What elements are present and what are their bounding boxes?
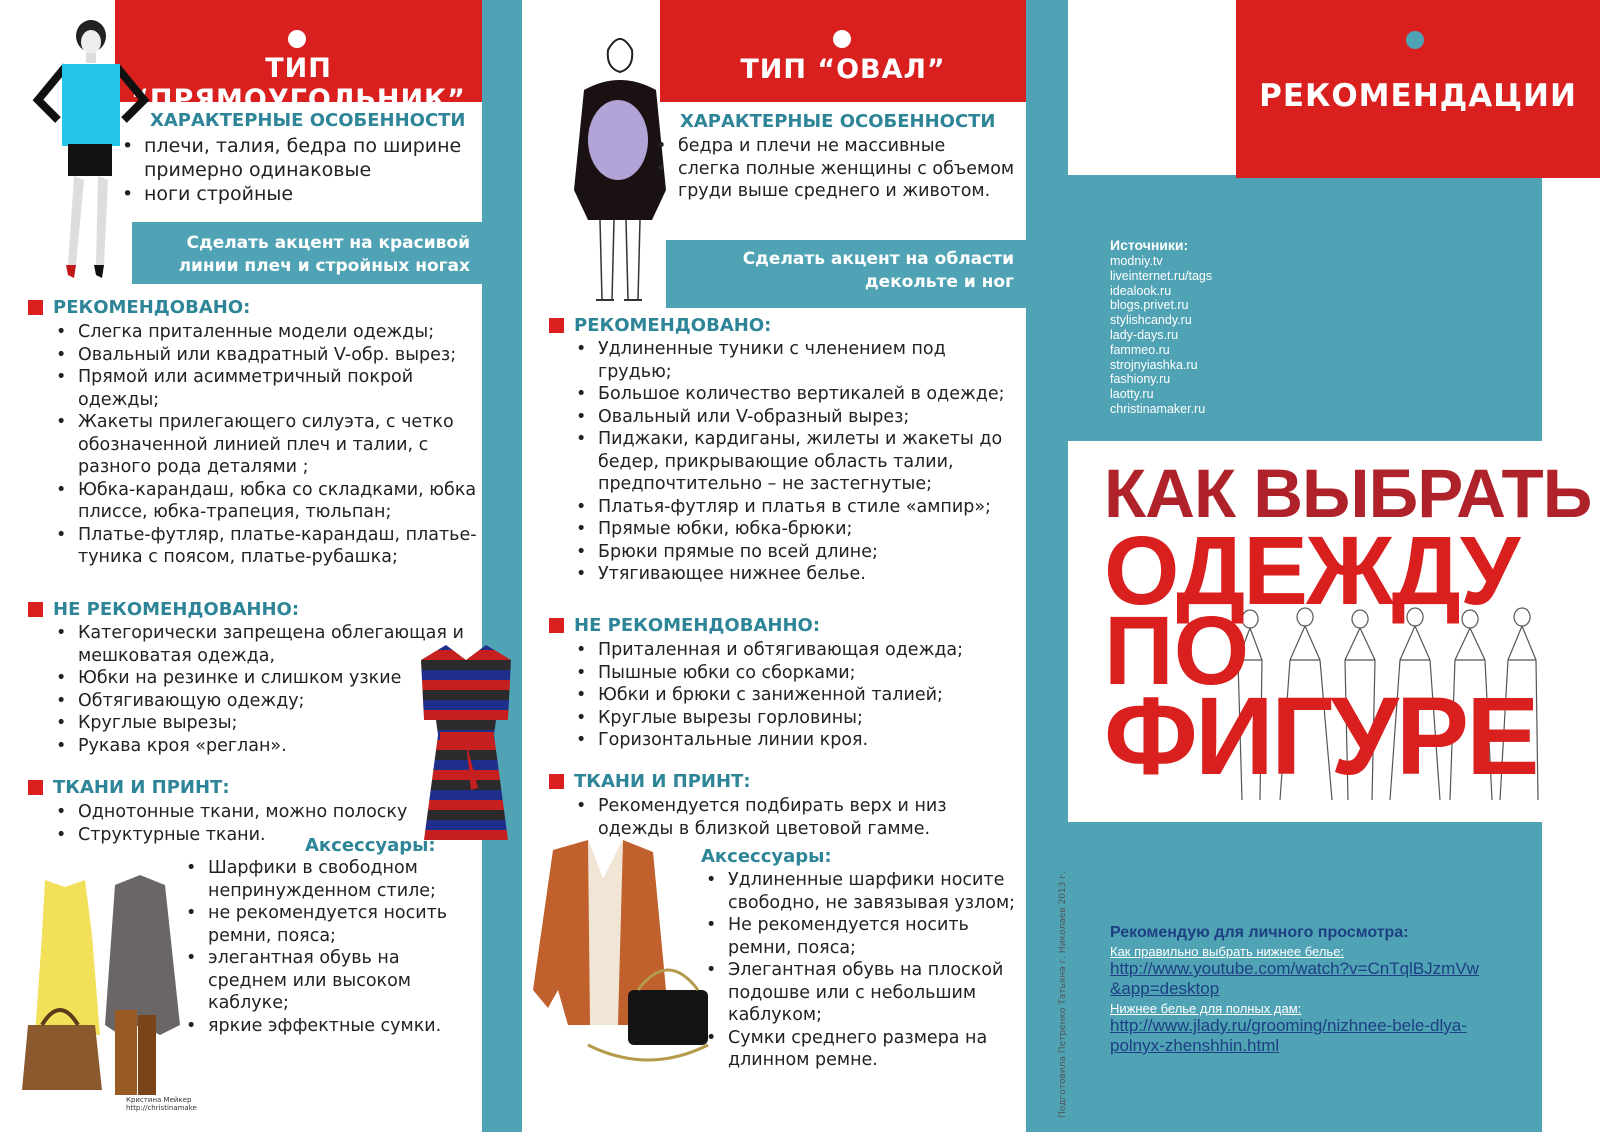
bullet-square-icon	[28, 602, 43, 617]
cover-headline-line4: ФИГУРЕ	[1104, 675, 1537, 798]
rect-recommended-list	[52, 321, 477, 569]
list-item: • Прямой или асимметричный покрой одежды;	[52, 366, 477, 411]
source-item: lady-days.ru	[1110, 327, 1179, 342]
source-item: blogs.privet.ru	[1110, 298, 1189, 313]
list-item: • Рукава кроя «реглан».	[52, 735, 472, 758]
list-item: • Пышные юбки со сборками;	[572, 662, 1017, 685]
sources-heading: Источники:	[1110, 237, 1189, 253]
oval-fabrics-heading: ТКАНИ И ПРИНТ:	[549, 771, 751, 792]
link1-url[interactable]: http://www.youtube.com/watch?v=CnTqlBJzmVw &app=desktop	[1110, 959, 1479, 998]
list-item: • Жакеты прилегающего силуэта, с четко обозначенной линией плеч и талии, с разного рода деталями ;	[52, 411, 477, 479]
rect-not-recommended-list	[52, 622, 472, 757]
oval-features-heading: ХАРАКТЕРНЫЕ ОСОБЕННОСТИ	[680, 111, 996, 132]
list-item: • ноги стройные	[118, 182, 478, 206]
rect-not-recommended-heading: НЕ РЕКОМЕНДОВАННО:	[28, 599, 299, 620]
list-item: • Категорически запрещена облегающая и мешковатая одежда,	[52, 622, 472, 667]
list-item: • Большое количество вертикалей в одежде;	[572, 383, 1017, 406]
personal-heading: Рекомендую для личного просмотра:	[1110, 924, 1409, 941]
personal-viewing-block	[1110, 924, 1540, 1056]
sources-block	[1110, 236, 1212, 417]
list-item: • Прямые юбки, юбка-брюки;	[572, 518, 1017, 541]
oval-accessories-heading: Аксессуары:	[701, 846, 832, 867]
rect-title: ТИП “ПРЯМОУГОЛЬНИК”	[131, 53, 466, 115]
rect-accent-text: Сделать акцент на красивой линии плеч и стройных ногах	[178, 233, 470, 276]
list-item: • Платья-футляр и платья в стиле «ампир»;	[572, 496, 1017, 519]
list-item: • Брюки прямые по всей длине;	[572, 541, 1017, 564]
list-item: • Слегка приталенные модели одежды;	[52, 321, 477, 344]
list-item: • Рекомендуется подбирать верх и низ одежды в близкой цветовой гамме.	[572, 795, 992, 840]
vertical-credit: Подготовила Петренко Татьяна г. Николаев 2013 г.	[1058, 871, 1068, 1118]
source-item: stylishcandy.ru	[1110, 313, 1192, 328]
list-item: • Удлиненные шарфики носите свободно, не завязывая узлом;	[702, 869, 1022, 914]
oval-accent-box	[666, 240, 1026, 308]
list-item: • плечи, талия, бедра по ширине примерно одинаковые	[118, 134, 478, 182]
list-item: • яркие эффектные сумки.	[182, 1015, 482, 1038]
list-item: • Овальный или V-образный вырез;	[572, 406, 1017, 429]
source-item: christinamaker.ru	[1110, 401, 1206, 416]
rect-watermark: Кристина Мейкер http://christinamake	[126, 1096, 197, 1112]
list-item: • Горизонтальные линии кроя.	[572, 729, 1017, 752]
oval-not-recommended-heading: НЕ РЕКОМЕНДОВАННО:	[549, 615, 820, 636]
list-item: • Однотонные ткани, можно полоску	[52, 801, 412, 824]
list-item: • Сумки среднего размера на длинном ремне.	[702, 1027, 1022, 1072]
link2-label[interactable]: Нижнее белье для полных дам:	[1110, 1001, 1302, 1016]
list-item: • элегантная обувь на среднем или высоком каблуке;	[182, 947, 482, 1015]
bullet-square-icon	[28, 780, 43, 795]
bullet-square-icon	[549, 618, 564, 633]
source-item: liveinternet.ru/tags	[1110, 268, 1213, 283]
oval-not-recommended-list	[572, 639, 1017, 752]
rect-features-heading: ХАРАКТЕРНЫЕ ОСОБЕННОСТИ	[150, 110, 466, 131]
source-item: fammeo.ru	[1110, 342, 1170, 357]
list-item: • Овальный или квадратный V-обр. вырез;	[52, 344, 477, 367]
list-item: • Утягивающее нижнее белье.	[572, 563, 1017, 586]
bullet-square-icon	[549, 318, 564, 333]
link1-label[interactable]: Как правильно выбрать нижнее белье:	[1110, 944, 1345, 959]
list-item: • Удлиненные туники с членением под грудью;	[572, 338, 1017, 383]
cover-headline-line1: КАК ВЫБРАТЬ	[1104, 455, 1592, 532]
list-item: • Юбки и брюки с заниженной талией;	[572, 684, 1017, 707]
rect-accent-box	[132, 222, 482, 284]
list-item: • слегка полные женщины с объемом груди выше среднего и животом.	[652, 158, 1017, 203]
link2-url[interactable]: http://www.jlady.ru/grooming/nizhnee-bele-dlya- polnyx-zhenshhin.html	[1110, 1016, 1467, 1055]
source-item: laotty.ru	[1110, 387, 1154, 402]
rect-accessories-illustration	[20, 875, 185, 1105]
oval-title-dot	[833, 30, 851, 48]
oval-features-list	[652, 135, 1017, 203]
list-item: • Юбка-карандаш, юбка со складками, юбка плиссе, юбка-трапеция, тюльпан;	[52, 479, 477, 524]
list-item: • Структурные ткани.	[52, 824, 412, 847]
source-item: modniy.tv	[1110, 254, 1163, 268]
list-item: • не рекомендуется носить ремни, пояса;	[182, 902, 482, 947]
oval-title-banner	[660, 0, 1026, 102]
list-item: • Круглые вырезы;	[52, 712, 472, 735]
bullet-square-icon	[28, 300, 43, 315]
oval-accessories-illustration	[528, 840, 718, 1090]
source-item: fashiony.ru	[1110, 372, 1171, 387]
oval-recommended-heading: РЕКОМЕНДОВАНО:	[549, 315, 771, 336]
list-item: • бедра и плечи не массивные	[652, 135, 1017, 158]
source-item: idealook.ru	[1110, 283, 1172, 298]
list-item: • Шарфики в свободном непринужденном стиле;	[182, 857, 482, 902]
cover-title-dot	[1406, 31, 1424, 49]
cover-headline-line3: ПО	[1104, 596, 1250, 705]
list-item: • Круглые вырезы горловины;	[572, 707, 1017, 730]
rect-accessories-list	[182, 857, 482, 1037]
oval-accent-text: Сделать акцент на области декольте и ног	[742, 249, 1014, 292]
oval-accessories-list	[702, 869, 1022, 1072]
list-item: • Платье-футляр, платье-карандаш, платье-туника с поясом, платье-рубашка;	[52, 524, 477, 569]
cover-headline-line2: ОДЕЖДУ	[1104, 516, 1519, 625]
oval-recommended-list	[572, 338, 1017, 586]
oval-title: ТИП “ОВАЛ”	[740, 54, 946, 85]
oval-fabrics-list	[572, 795, 992, 840]
striped-dress-illustration	[416, 640, 516, 850]
bullet-square-icon	[549, 774, 564, 789]
rect-accessories-heading: Аксессуары:	[305, 835, 436, 856]
list-item: • Пиджаки, кардиганы, жилеты и жакеты до бедер, прикрывающие область талии, предпочтительно – не застегнутые;	[572, 428, 1017, 496]
list-item: • Юбки на резинке и слишком узкие	[52, 667, 472, 690]
cover-title: РЕКОМЕНДАЦИИ	[1259, 78, 1577, 114]
rect-panel-stripe	[482, 0, 522, 1132]
list-item: • Приталенная и обтягивающая одежда;	[572, 639, 1017, 662]
list-item: • Не рекомендуется носить ремни, пояса;	[702, 914, 1022, 959]
list-item: • Обтягивающую одежду;	[52, 690, 472, 713]
rect-title-dot	[288, 30, 306, 48]
rect-features-list	[118, 134, 478, 206]
rect-fabrics-heading: ТКАНИ И ПРИНТ:	[28, 777, 230, 798]
source-item: strojnyiashka.ru	[1110, 357, 1198, 372]
list-item: • Элегантная обувь на плоской подошве или с небольшим каблуком;	[702, 959, 1022, 1027]
rect-recommended-heading: РЕКОМЕНДОВАНО:	[28, 297, 250, 318]
